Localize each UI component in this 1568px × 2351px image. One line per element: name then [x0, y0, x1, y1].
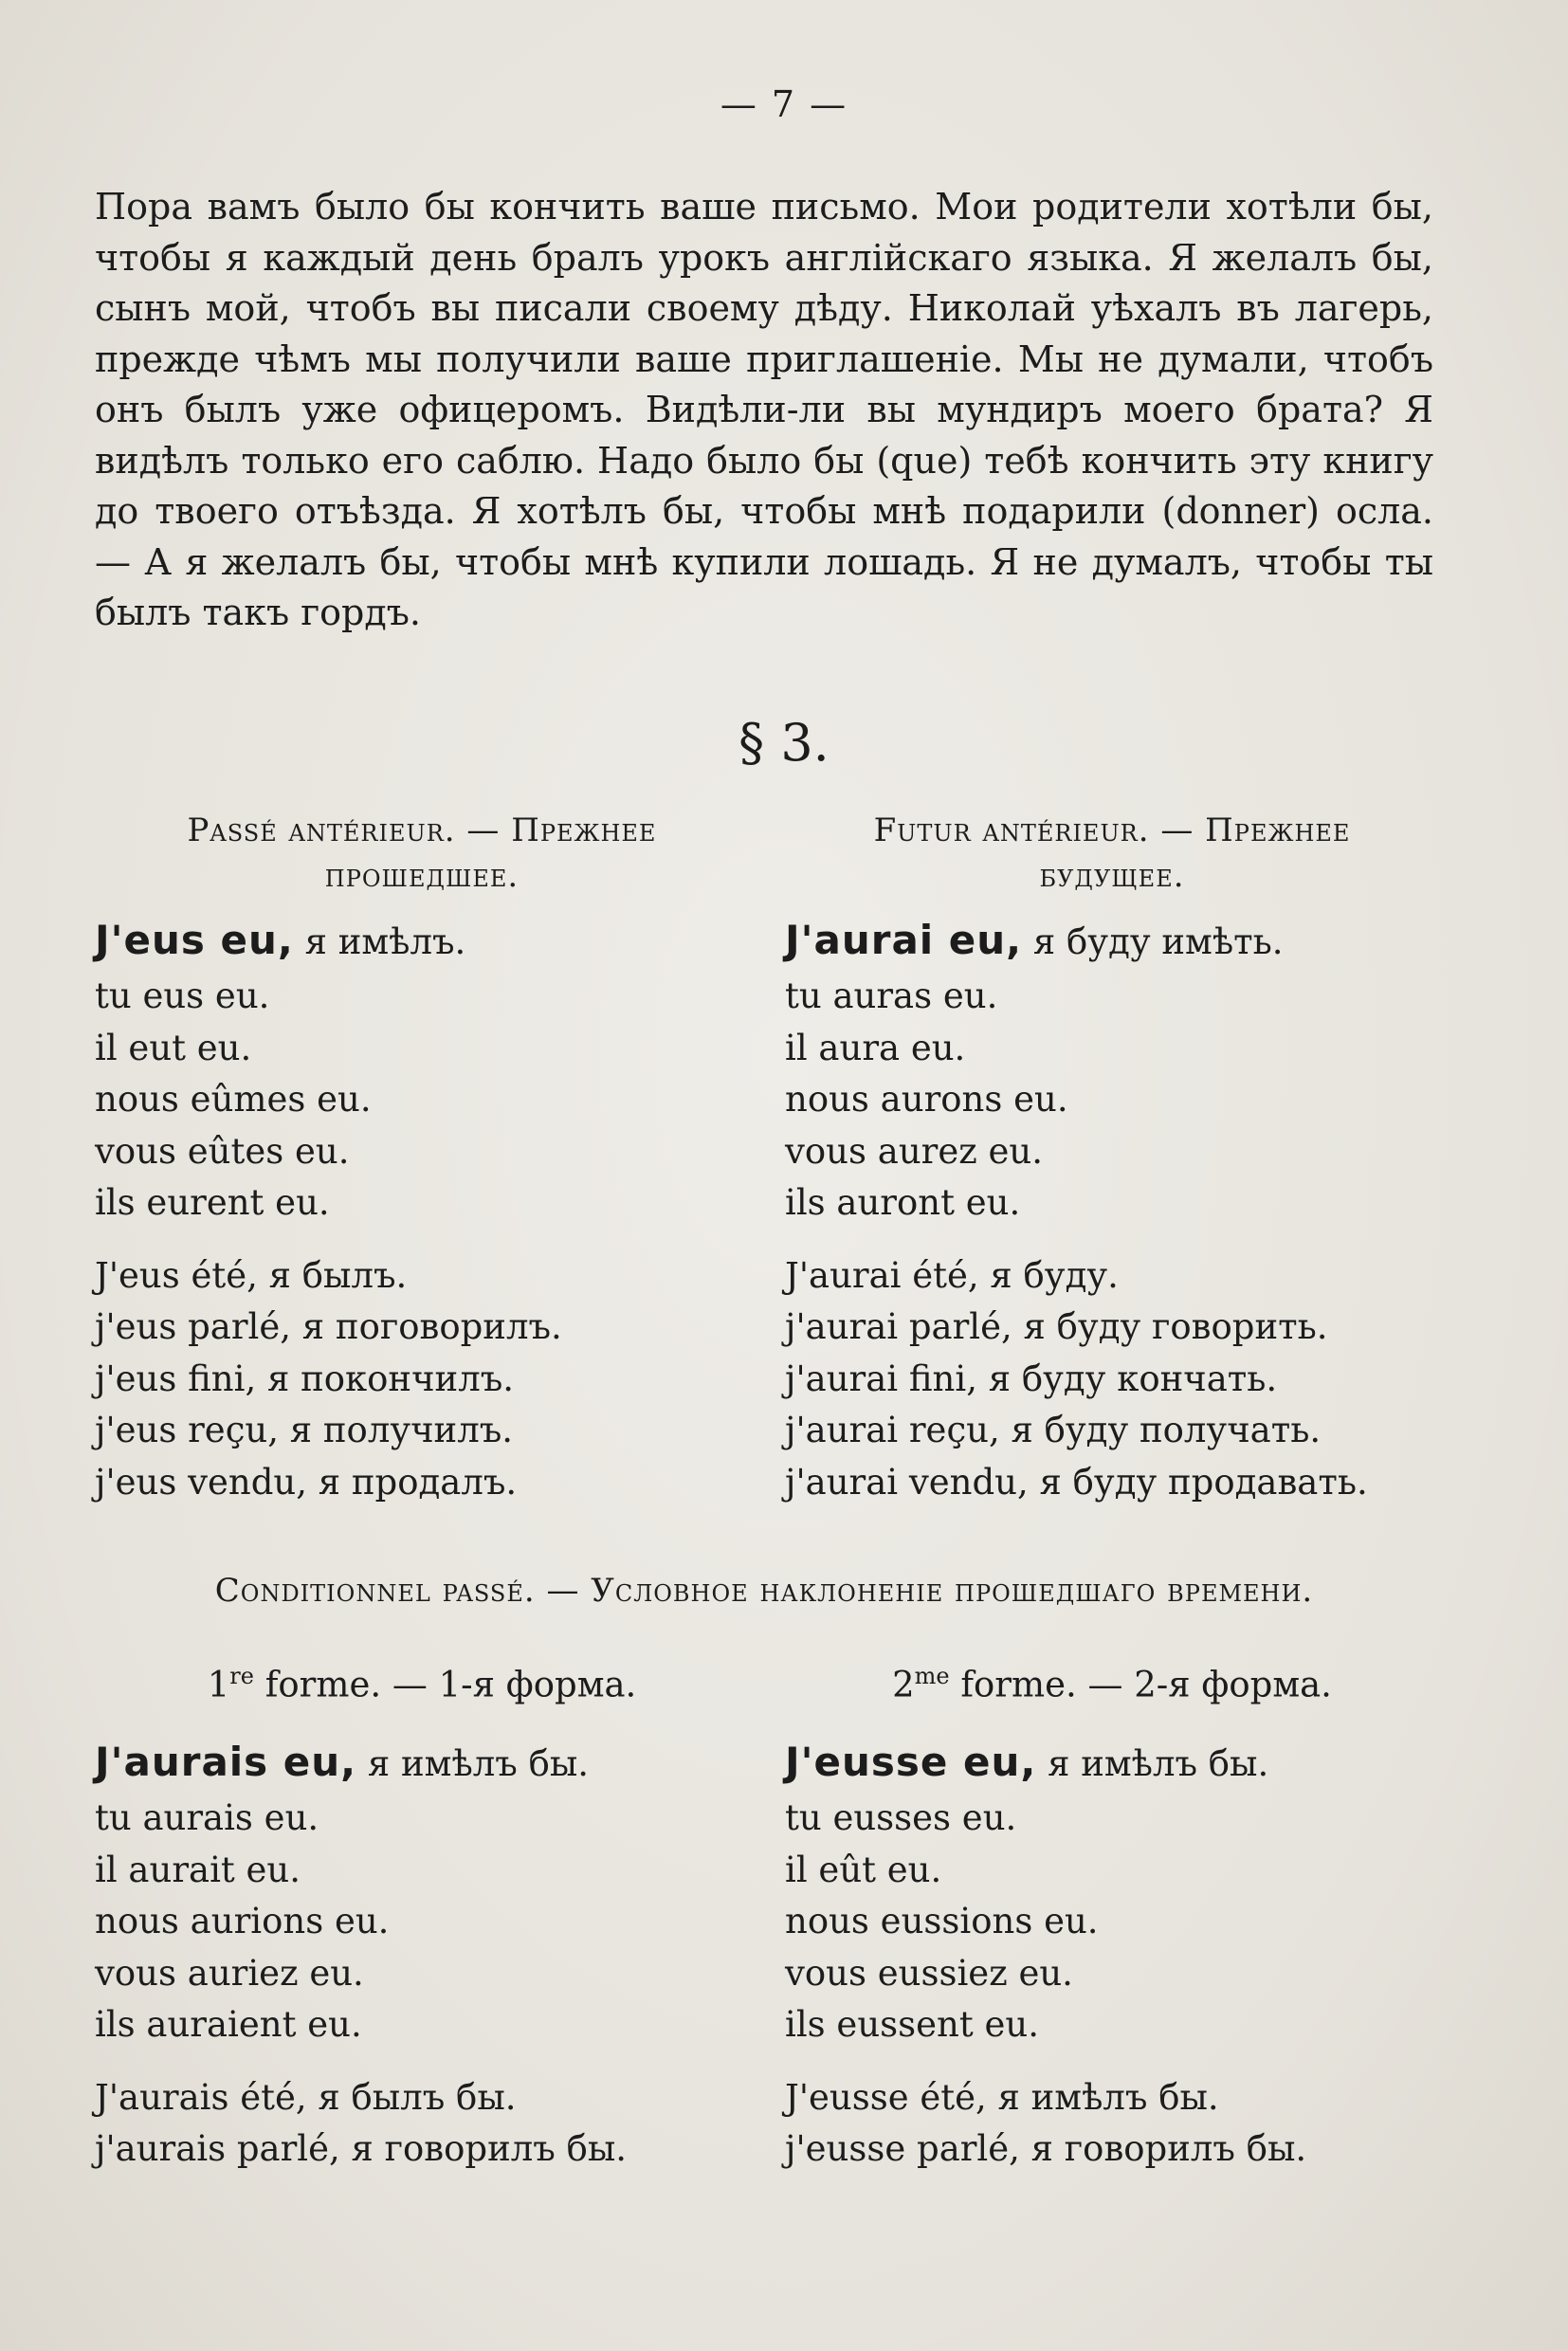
example-line: j'eus vendu, я продалъ. [95, 1461, 518, 1503]
conjugation-line: tu eusses eu. [785, 1797, 1017, 1839]
conjugation-line: tu auras eu. [785, 975, 998, 1016]
forme1-heading [95, 1651, 749, 1709]
example-line: j'aurai parlé, я буду говорить. [785, 1306, 1328, 1347]
forme2-heading [785, 1651, 1439, 1709]
example-line: j'aurai reçu, я буду получать. [785, 1410, 1322, 1450]
forme1-column [95, 1651, 749, 2176]
conjugation-line: vous eussiez eu. [785, 1952, 1073, 1994]
conjugation-line: tu eus eu. [95, 975, 270, 1016]
example-line: j'eus parlé, я поговорилъ. [95, 1306, 562, 1347]
example-line: j'aurai fini, я буду кончать. [785, 1358, 1278, 1399]
conjugation-lead [785, 1734, 1439, 1793]
section-title: § 3. [738, 713, 830, 773]
conjugation-lead [95, 1734, 749, 1793]
conjugation-line: ils auront eu. [785, 1182, 1021, 1223]
lead-bold: J'aurais eu, [95, 1739, 357, 1786]
lead-bold: J'aurai eu, [785, 917, 1023, 963]
heading-line: будущее. [1039, 857, 1185, 895]
futur-anterieur-column [785, 808, 1439, 1508]
conjugation-line: vous eûtes eu. [95, 1130, 350, 1172]
conjugation-line: il eut eu. [95, 1027, 252, 1068]
lead-translation: я имѣлъ бы. [356, 1743, 590, 1785]
passe-anterieur-heading [95, 808, 749, 899]
forme-number: 1 [207, 1664, 230, 1705]
conditionnel-title: Conditionnel passé. — Условное наклоненіе прошедшаго времени. [214, 1572, 1314, 1610]
conjugation-line: vous aurez eu. [785, 1130, 1043, 1172]
conjugation-line: tu aurais eu. [95, 1797, 319, 1839]
conjugation-lead [95, 912, 749, 971]
example-line: j'eus reçu, я получилъ. [95, 1410, 514, 1450]
forme-sup: me [914, 1663, 950, 1689]
conjugation-line: il eût eu. [785, 1849, 942, 1890]
example-line: J'eus été, я былъ. [95, 1254, 408, 1296]
conjugation-line: ils auraient eu. [95, 2004, 362, 2046]
passe-anterieur-column [95, 808, 749, 1508]
conjugation-line: ils eurent eu. [95, 1182, 330, 1223]
lead-bold: J'eusse eu, [785, 1739, 1037, 1786]
heading-line: прошедшее. [324, 857, 520, 895]
conjugation-lead [785, 912, 1439, 971]
futur-anterieur-heading [785, 808, 1439, 899]
conjugation-line: nous eûmes eu. [95, 1079, 372, 1120]
lead-translation: я имѣлъ бы. [1036, 1743, 1269, 1785]
conjugation-line: il aurait eu. [95, 1849, 301, 1890]
conjugation-line: il aura eu. [785, 1027, 966, 1068]
conjugation-line: nous aurions eu. [95, 1901, 390, 1942]
forme2-column [785, 1651, 1439, 2176]
lead-translation: я имѣлъ. [293, 921, 466, 962]
forme-sup: re [229, 1663, 254, 1689]
forme-label: forme. — 1-я форма. [253, 1664, 637, 1705]
example-line: J'aurais été, я былъ бы. [95, 2076, 517, 2118]
exercise-paragraph: Пора вамъ было бы кончить ваше письмо. Мои родители хотѣли бы, чтобы я каждый день бралъ урокъ англійскаго языка. Я желалъ бы, сынъ мой, чтобъ вы писали своему дѣду. Николай уѣхалъ въ лагерь, прежде чѣмъ мы получили ваше приглашеніе. Мы не думали, чтобъ онъ былъ уже офицеромъ. Видѣли-ли вы мундиръ моего брата? Я видѣлъ только его саблю. Надо было бы (que) тебѣ кончить эту книгу до твоего отъѣзда. Я хотѣлъ бы, чтобы мнѣ подарили (donner) осла. — А я желалъ бы, чтобы мнѣ купили лошадь. Я не думалъ, чтобы ты былъ такъ гордъ. [95, 186, 1433, 633]
example-line: j'eusse parlé, я говорилъ бы. [785, 2128, 1307, 2170]
heading-line: Futur antérieur. — Прежнее [873, 811, 1351, 849]
example-line: j'eus fini, я покончилъ. [95, 1358, 515, 1399]
example-line: J'eusse été, я имѣлъ бы. [785, 2076, 1219, 2118]
page-number: — 7 — [720, 83, 848, 125]
example-line: j'aurai vendu, я буду продавать. [785, 1461, 1368, 1503]
forme-label: forme. — 2-я форма. [949, 1664, 1332, 1705]
conjugation-line: nous aurons eu. [785, 1079, 1068, 1120]
forme-number: 2 [892, 1664, 915, 1705]
conjugation-line: vous auriez eu. [95, 1952, 364, 1994]
example-line: J'aurai été, я буду. [785, 1254, 1119, 1296]
example-line: j'aurais parlé, я говорилъ бы. [95, 2128, 628, 2170]
lead-bold: J'eus eu, [95, 917, 294, 963]
heading-line: Passé antérieur. — Прежнее [187, 811, 657, 849]
conjugation-line: ils eussent eu. [785, 2004, 1039, 2046]
lead-translation: я буду имѣть. [1022, 921, 1284, 962]
conjugation-line: nous eussions eu. [785, 1901, 1099, 1942]
